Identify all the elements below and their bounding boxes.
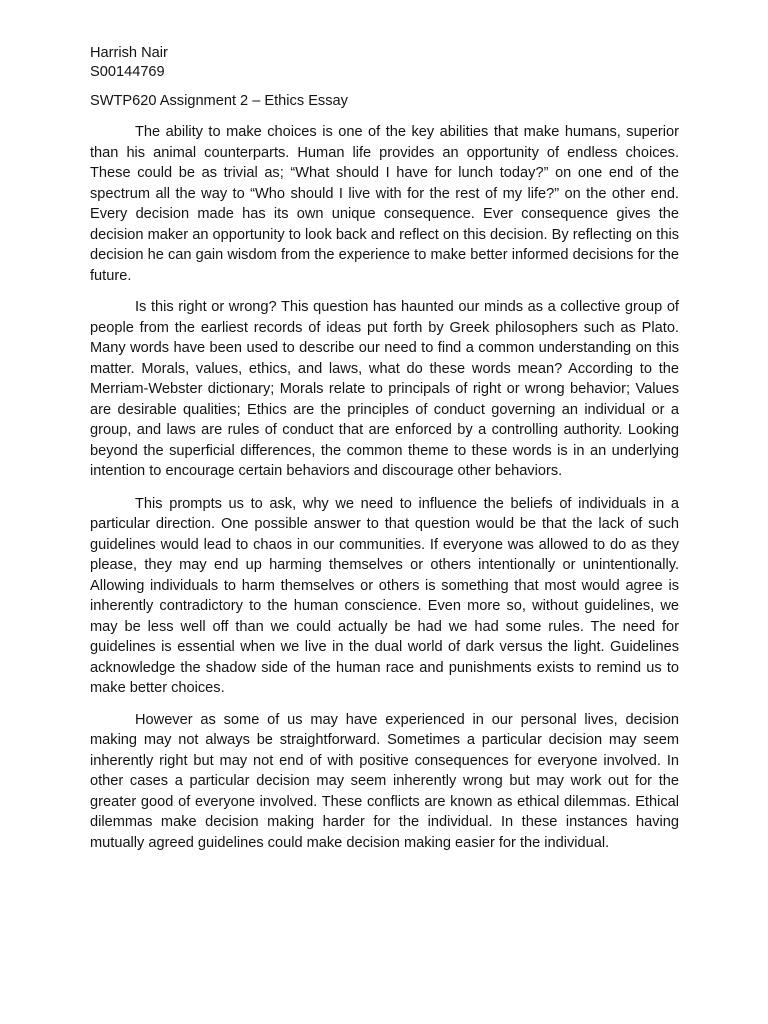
document-title: SWTP620 Assignment 2 – Ethics Essay xyxy=(90,93,348,109)
paragraph-2: Is this right or wrong? This question has haunted our minds as a collective group of people from the earliest records of ideas put forth by Greek philosophers such as Plato. Many words have been used to describe our need to find a common understanding on this matter. Morals, values, ethics, and laws, what do these words mean? According to the Merriam-Webster dictionary; Morals relate to principals of right or wrong behavior; Values are desirable qualities; Ethics are the principles of conduct governing an individual or a group, and laws are rules of conduct that are enforced by a controlling authority. Looking beyond the superficial differences, the common theme to these words is in an underlying intention to encourage certain behaviors and discourage other behaviors. xyxy=(90,299,679,479)
paragraph-1: The ability to make choices is one of the key abilities that make humans, superior than his animal counterparts. Human life provides an opportunity of endless choices. These could be as trivial as; “What should I have for lunch today?” on one end of the spectrum all the way to “Who should I live with for the rest of my life?” on the other end. Every decision made has its own unique consequence. Ever consequence gives the decision maker an opportunity to look back and reflect on this decision. By reflecting on this decision he can gain wisdom from the experience to make better informed decisions for the future. xyxy=(90,124,679,284)
student-id: S00144769 xyxy=(90,64,165,80)
document-page xyxy=(90,44,679,853)
paragraph-3: This prompts us to ask, why we need to influence the beliefs of individuals in a particular direction. One possible answer to that question would be that the lack of such guidelines would lead to chaos in our communities. If everyone was allowed to do as they please, they may end up harming themselves or others intentionally or unintentionally. Allowing individuals to harm themselves or others is something that most would agree is inherently contradictory to the human conscience. Even more so, without guidelines, we may be less well off than we could actually be had we had some rules. The need for guidelines is essential when we live in the dual world of dark versus the light. Guidelines acknowledge the shadow side of the human race and punishments exists to remind us to make better choices. xyxy=(90,495,679,696)
paragraph-4: However as some of us may have experienced in our personal lives, decision making may not always be straightforward. Sometimes a particular decision may seem inherently right but may not end of with positive consequences for everyone involved. In other cases a particular decision may seem inherently wrong but may work out for the greater good of everyone involved. These conflicts are known as ethical dilemmas. Ethical dilemmas make decision making harder for the individual. In these instances having mutually agreed guidelines could make decision making easier for the individual. xyxy=(90,711,679,851)
author-name: Harrish Nair xyxy=(90,45,168,61)
